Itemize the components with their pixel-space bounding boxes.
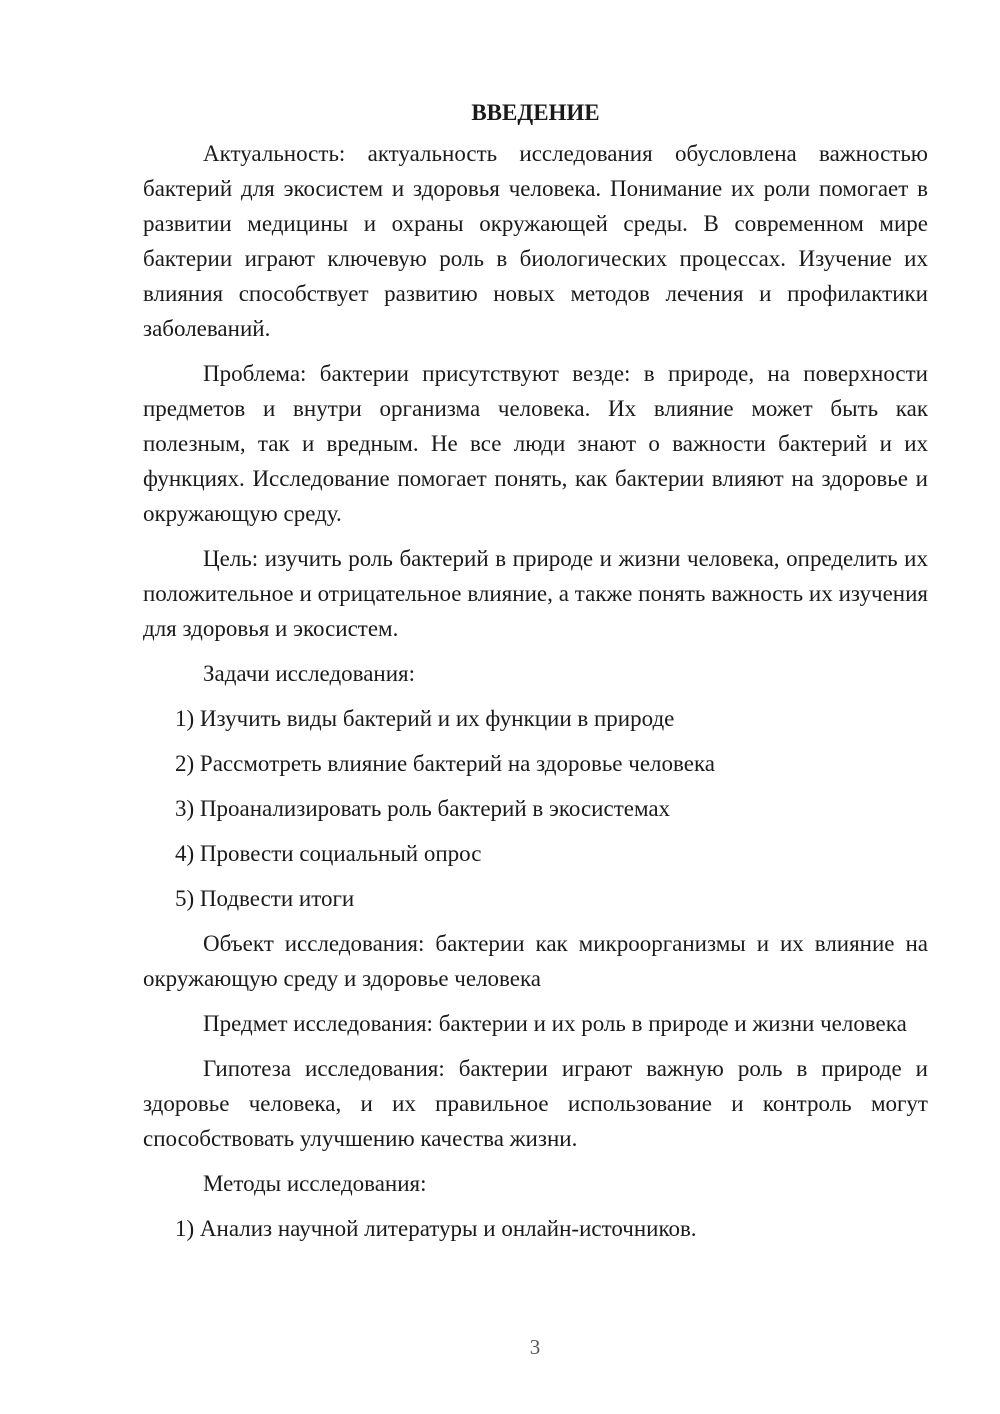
tasks-list — [143, 701, 928, 916]
list-item: 4) Провести социальный опрос — [175, 841, 482, 866]
paragraph-problem: Проблема: бактерии присутствуют везде: в природе, на поверхности предметов и внутри организма человека. Их влияние может быть как полезным, так и вредным. Не все люди знают о важности бактерий и их функциях. Исследование помогает понять, как бактерии влияют на здоровье и окружающую среду. — [143, 361, 928, 526]
methods-list — [143, 1211, 928, 1246]
list-item: 1) Изучить виды бактерий и их функции в природе — [175, 706, 675, 731]
list-item: 5) Подвести итоги — [175, 886, 355, 911]
paragraph-object: Объект исследования: бактерии как микроорганизмы и их влияние на окружающую среду и здоровье человека — [143, 931, 928, 991]
paragraph-goal: Цель: изучить роль бактерий в природе и жизни человека, определить их положительное и отрицательное влияние, а также понять важность их изучения для здоровья и экосистем. — [143, 546, 928, 641]
tasks-heading: Задачи исследования: — [203, 661, 416, 686]
paragraph-subject: Предмет исследования: бактерии и их роль в природе и жизни человека — [203, 1011, 907, 1036]
paragraph-relevance: Актуальность: актуальность исследования обусловлена важностью бактерий для экосистем и здоровья человека. Понимание их роли помогает в развитии медицины и охраны окружающей среды. В современном мире бактерии играют ключевую роль в биологических процессах. Изучение их влияния способствует развитию новых методов лечения и профилактики заболеваний. — [143, 141, 928, 341]
section-title: ВВЕДЕНИЕ — [471, 100, 600, 125]
methods-heading: Методы исследования: — [203, 1171, 427, 1196]
page-number: 3 — [529, 1335, 541, 1359]
list-item: 3) Проанализировать роль бактерий в экосистемах — [175, 796, 671, 821]
paragraph-hypothesis: Гипотеза исследования: бактерии играют важную роль в природе и здоровье человека, и их правильное использование и контроль могут способствовать улучшению качества жизни. — [143, 1056, 928, 1151]
list-item: 2) Рассмотреть влияние бактерий на здоровье человека — [175, 751, 715, 776]
list-item: 1) Анализ научной литературы и онлайн-источников. — [175, 1216, 697, 1241]
page-content — [143, 95, 928, 1256]
